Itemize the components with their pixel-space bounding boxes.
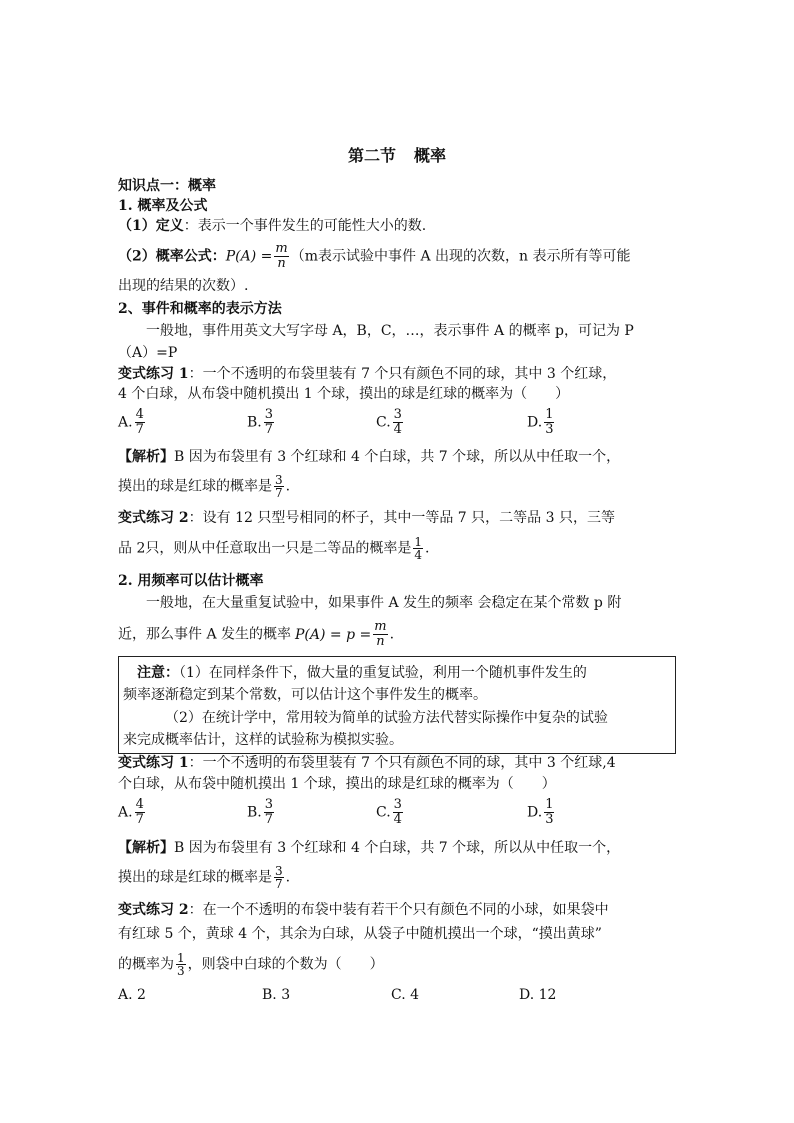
analysis-line: 摸出的球是红球的概率是 $\frac{3}{7}$ . (118, 473, 291, 500)
choice-a: A. $\frac{4}{7}$ (118, 797, 144, 827)
section-heading: 2. 用频率可以估计概率 (118, 573, 264, 589)
exercise-line: 变式练习 1：一个不透明的布袋里装有 7 个只有颜色不同的球，其中 3 个红球， (118, 366, 617, 382)
knowledge-point-heading: 知识点一：概率 (118, 178, 216, 194)
note-box (118, 656, 676, 754)
exercise-line: 变式练习 2：设有 12 只型号相同的杯子，其中一等品 7 只，二等品 3 只，三等 (118, 510, 615, 526)
page-title: 第二节 概率 (347, 146, 447, 165)
choice-b: B. $\frac{3}{7}$ (247, 797, 274, 827)
definition-line: （1）定义：表示一个事件发生的可能性大小的数. (118, 218, 427, 234)
section-heading: 1. 概率及公式 (118, 198, 208, 214)
exercise-line: 个白球，从布袋中随机摸出 1 个球，摸出的球是红球的概率为（ ） (118, 776, 556, 792)
analysis-line: 摸出的球是红球的概率是 $\frac{3}{7}$ . (118, 864, 291, 891)
choice-b: B. $\frac{3}{7}$ (247, 407, 274, 437)
formula-fraction: $\frac{m}{n}$ (275, 241, 288, 271)
paragraph-line: 一般地，事件用英文大写字母 A，B，C，…，表示事件 A 的概率 p，可记为 P (146, 323, 634, 339)
exercise-line: 变式练习 1：一个不透明的布袋里装有 7 个只有颜色不同的球，其中 3 个红球,4 (118, 755, 616, 771)
exercise-line: 4 个白球，从布袋中随机摸出 1 个球，摸出的球是红球的概率为（ ） (118, 386, 570, 402)
choice-a: A. $\frac{4}{7}$ (118, 407, 144, 437)
choice-d: D. $\frac{1}{3}$ (527, 797, 554, 827)
choice-c: C. $\frac{3}{4}$ (376, 797, 402, 827)
note-line: 频率逐渐稳定到某个常数，可以估计这个事件发生的概率。 (123, 687, 487, 703)
note-line: 注意：（1）在同样条件下，做大量的重复试验，利用一个随机事件发生的 (137, 665, 587, 681)
choice-b: B. 3 (262, 987, 291, 1003)
choice-c: C. $\frac{3}{4}$ (376, 407, 402, 437)
analysis-line: 【解析】B 因为布袋里有 3 个红球和 4 个白球，共 7 个球，所以从中任取一个， (118, 840, 621, 856)
exercise-line: 有红球 5 个，黄球 4 个，其余为白球，从袋子中随机摸出一个球，“摸出黄球” (118, 926, 602, 942)
paragraph-line: 一般地，在大量重复试验中，如果事件 A 发生的频率 会稳定在某个常数 p 附 (146, 595, 622, 611)
choice-a: A. 2 (118, 987, 146, 1003)
formula-line: （2）概率公式：P(A) = $\frac{m}{n}$ （m表示试验中事件 A 出现的次数，n 表示所有等可能 (118, 241, 631, 271)
formula-lhs: P(A) = (225, 248, 273, 265)
choice-c: C. 4 (391, 987, 420, 1003)
exercise-line: 的概率为 $\frac{1}{3}$ ，则袋中白球的个数为（ ） (118, 951, 384, 978)
formula-note-line: 出现的结果的次数）. (118, 278, 249, 294)
note-line: 来完成概率估计，这样的试验称为模拟实验。 (123, 732, 403, 748)
analysis-line: 【解析】B 因为布袋里有 3 个红球和 4 个白球，共 7 个球，所以从中任取一个， (118, 449, 621, 465)
paragraph-line: 近，那么事件 A 发生的概率 P(A) = p = $\frac{m}{n}$ . (118, 619, 395, 649)
choice-d: D. $\frac{1}{3}$ (527, 407, 554, 437)
exercise-line: 变式练习 2：在一个不透明的布袋中装有若干个只有颜色不同的小球，如果袋中 (118, 902, 609, 918)
exercise-line: 品 2只，则从中任意取出一只是二等品的概率是 $\frac{1}{4}$ . (118, 535, 430, 562)
note-line: （2）在统计学中，常用较为简单的试验方法代替实际操作中复杂的试验 (165, 710, 608, 726)
paragraph-line: （A）=P (118, 345, 178, 361)
section-heading: 2、事件和概率的表示方法 (118, 301, 282, 317)
choice-d: D. 12 (519, 987, 557, 1003)
